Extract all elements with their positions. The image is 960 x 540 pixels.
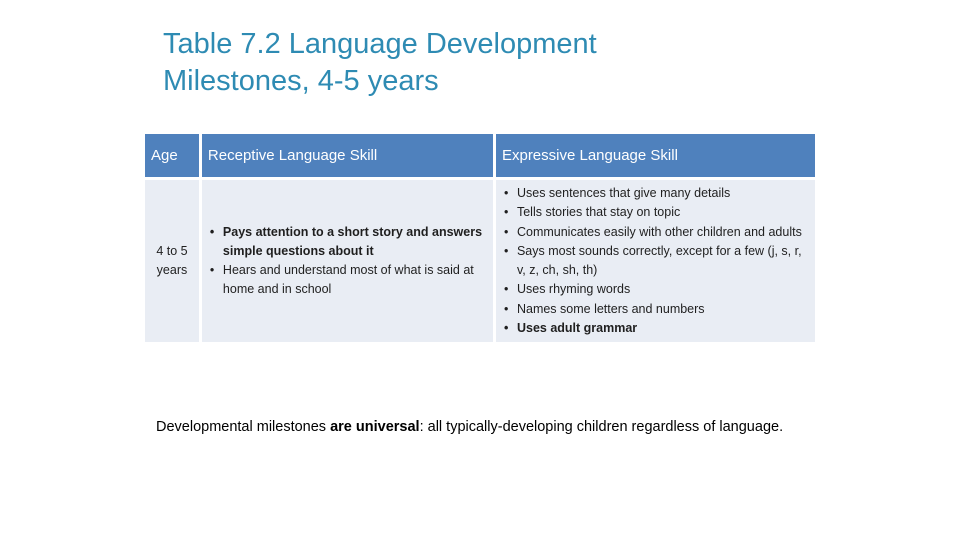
expressive-list — [500, 184, 811, 338]
footer-text-1: Developmental milestones — [156, 418, 331, 435]
table-header-row — [145, 134, 815, 177]
expressive-item: • Uses adult grammar — [517, 319, 811, 338]
age-line-2: years — [156, 263, 188, 278]
header-expressive: Expressive Language Skill — [496, 134, 815, 177]
footer-emphasis: are universal — [330, 418, 420, 435]
expressive-item: • Communicates easily with other children and adults — [517, 223, 811, 242]
table-row — [145, 180, 815, 342]
expressive-item: • Uses sentences that give many details — [517, 184, 811, 203]
milestones-table — [142, 131, 818, 345]
age-line-1: 4 to 5 — [156, 243, 188, 258]
page-title — [163, 26, 863, 100]
receptive-item: • Pays attention to a short story and answers simple questions about it — [223, 223, 489, 262]
expressive-cell — [496, 180, 815, 342]
expressive-item: • Names some letters and numbers — [517, 300, 811, 319]
footer-note — [156, 415, 796, 439]
expressive-item: • Tells stories that stay on topic — [517, 203, 811, 222]
footer-text-2: : all typically-developing children regardless of language. — [419, 418, 784, 435]
header-age: Age — [145, 134, 199, 177]
receptive-list — [206, 223, 489, 300]
expressive-item: • Uses rhyming words — [517, 280, 811, 299]
receptive-item: • Hears and understand most of what is said at home and in school — [223, 261, 489, 300]
age-cell — [145, 180, 199, 342]
receptive-cell — [202, 180, 493, 342]
header-receptive: Receptive Language Skill — [202, 134, 493, 177]
title-line-2: Milestones, 4-5 years — [163, 65, 439, 97]
title-line-1: Table 7.2 Language Development — [163, 28, 597, 60]
expressive-item: • Says most sounds correctly, except for a few (j, s, r, v, z, ch, sh, th) — [517, 242, 811, 281]
